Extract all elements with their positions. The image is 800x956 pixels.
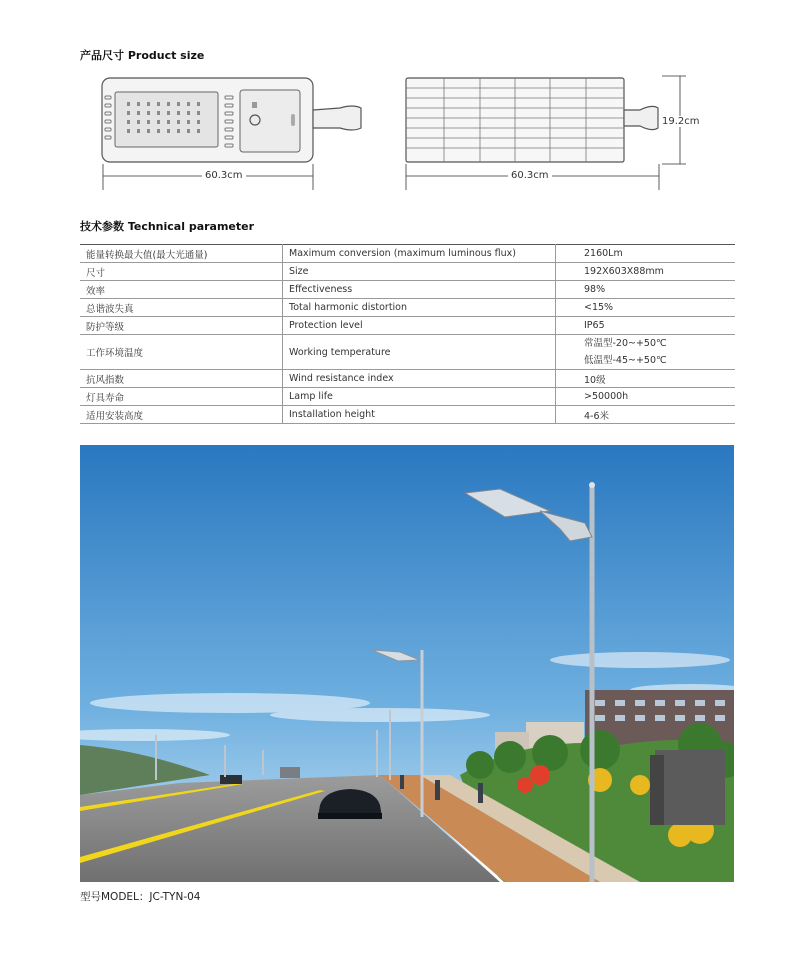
param-name-en: Total harmonic distortion <box>283 299 556 317</box>
param-value: 98% <box>556 281 736 299</box>
param-name-zh: 工作环境温度 <box>80 335 283 370</box>
param-value: <15% <box>556 299 736 317</box>
table-row <box>80 370 735 388</box>
table-row <box>80 317 735 335</box>
param-name-en: Maximum conversion (maximum luminous flux) <box>283 245 556 263</box>
param-value-line: 低温型-45~+50℃ <box>584 355 667 366</box>
param-value: 192X603X88mm <box>556 263 736 281</box>
parameter-table <box>80 244 735 424</box>
table-row <box>80 299 735 317</box>
product-size-title: 产品尺寸 Product size <box>80 49 205 62</box>
param-value: 2160Lm <box>556 245 736 263</box>
param-name-zh: 总谐波失真 <box>80 299 283 317</box>
table-row <box>80 388 735 406</box>
table-row <box>80 245 735 263</box>
table-row <box>80 281 735 299</box>
param-value: IP65 <box>556 317 736 335</box>
param-value: 10级 <box>556 370 736 388</box>
table-row <box>80 335 735 370</box>
param-name-zh: 效率 <box>80 281 283 299</box>
height-label: 19.2cm <box>659 116 703 127</box>
param-name-en: Working temperature <box>283 335 556 370</box>
table-row <box>80 406 735 424</box>
param-value: >50000h <box>556 388 736 406</box>
back-width-label: 60.3cm <box>508 170 552 181</box>
front-width-label: 60.3cm <box>202 170 246 181</box>
param-name-en: Lamp life <box>283 388 556 406</box>
table-row <box>80 263 735 281</box>
param-name-zh: 适用安装高度 <box>80 406 283 424</box>
param-name-zh: 灯具寿命 <box>80 388 283 406</box>
param-value: 4-6米 <box>556 406 736 424</box>
param-name-zh: 防护等级 <box>80 317 283 335</box>
technical-title: 技术参数 Technical parameter <box>80 220 255 233</box>
model-label: 型号MODEL：JC-TYN-04 <box>80 891 201 903</box>
param-name-zh: 能量转换最大值(最大光通量) <box>80 245 283 263</box>
param-value-line: 常温型-20~+50℃ <box>584 338 667 349</box>
param-name-zh: 抗风指数 <box>80 370 283 388</box>
param-value <box>556 335 736 370</box>
param-name-en: Protection level <box>283 317 556 335</box>
street-scene-image <box>80 445 734 882</box>
param-name-en: Size <box>283 263 556 281</box>
param-name-zh: 尺寸 <box>80 263 283 281</box>
param-name-en: Wind resistance index <box>283 370 556 388</box>
param-name-en: Installation height <box>283 406 556 424</box>
param-name-en: Effectiveness <box>283 281 556 299</box>
